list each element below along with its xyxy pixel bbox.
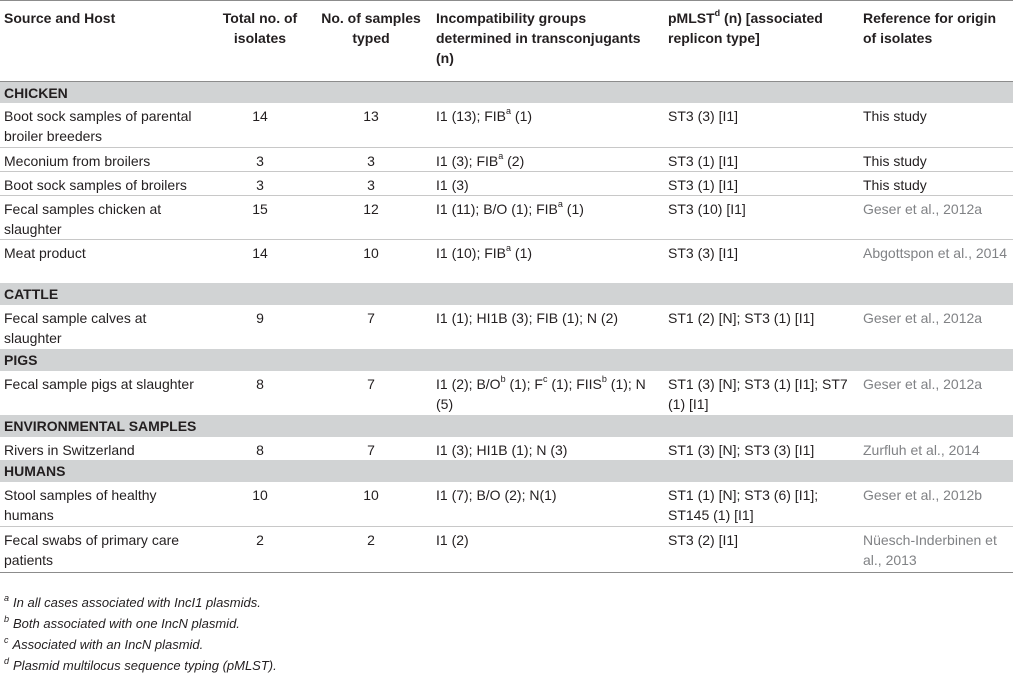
cell-pmlst: ST3 (3) [I1] — [664, 103, 859, 147]
header-source: Source and Host — [0, 1, 210, 81]
table-row — [0, 147, 1013, 171]
cell-source: Rivers in Switzerland — [4, 442, 135, 458]
cell-ref: Geser et al., 2012b — [859, 482, 1013, 526]
cell-samples: 12 — [310, 195, 432, 239]
header-pmlst — [664, 1, 859, 81]
table-row — [0, 437, 1013, 460]
cell-inc-a: I1 (3); FIB — [436, 152, 499, 169]
section-label: HUMANS — [0, 460, 1013, 482]
cell-ref: This study — [859, 147, 1013, 171]
cell-total: 14 — [210, 103, 310, 147]
cell-ref: Geser et al., 2012a — [863, 310, 983, 326]
cell-source: Boot sock samples of parental broiler breeders — [0, 103, 210, 147]
section-label: CHICKEN — [0, 81, 1013, 103]
cell-samples: 3 — [310, 147, 432, 171]
cell-pmlst: ST3 (10) [I1] — [664, 195, 859, 239]
cell-inc-sup: a — [506, 242, 512, 253]
cell-inc — [432, 147, 664, 171]
footnote-c — [4, 634, 1004, 655]
cell-source: Boot sock samples of broilers — [0, 171, 210, 195]
cell-inc-sup: c — [542, 374, 548, 385]
cell-pmlst: ST3 (1) [I1] — [664, 147, 859, 171]
cell-inc-4: (1); N (5) — [436, 376, 646, 412]
cell-pmlst: ST3 (1) [I1] — [664, 171, 859, 195]
cell-inc: I1 (7); B/O (2); N(1) — [432, 482, 664, 526]
cell-samples: 7 — [367, 376, 375, 392]
cell-inc-sup: a — [498, 150, 504, 161]
header-samples: No. of samples typed — [310, 1, 432, 81]
cell-inc: I1 (1); HI1B (3); FIB (1); N (2) — [436, 310, 619, 326]
table-row — [0, 195, 1013, 239]
cell-ref: Nüesch-Inderbinen et al., 2013 — [859, 526, 1013, 572]
table-row — [0, 526, 1013, 572]
section-pigs — [0, 349, 1013, 371]
cell-ref: Abgottspon et al., 2014 — [863, 244, 1007, 261]
footnote-text: In all cases associated with IncI1 plasmids. — [13, 595, 261, 610]
footnote-a — [4, 592, 1004, 613]
cell-inc-sup: b — [601, 374, 607, 385]
cell-samples: 13 — [310, 103, 432, 147]
cell-total: 15 — [210, 195, 310, 239]
cell-total: 8 — [256, 376, 264, 392]
cell-pmlst: ST1 (3) [N]; ST3 (1) [I1]; ST7 (1) [I1] — [668, 376, 848, 412]
header-ref: Reference for origin of isolates — [859, 1, 1013, 81]
section-env — [0, 415, 1013, 437]
cell-inc: I1 (3); HI1B (1); N (3) — [436, 442, 568, 458]
cell-inc-b: (1) — [511, 108, 533, 124]
cell-inc-b: (1) — [562, 200, 584, 217]
cell-pmlst: ST3 (3) [I1] — [668, 244, 739, 261]
cell-inc-a: I1 (11); B/O (1); FIB — [436, 200, 558, 217]
cell-inc-3: (1); FIIS — [547, 376, 602, 392]
section-cattle — [0, 283, 1013, 305]
cell-inc — [432, 103, 664, 147]
footnote-b — [4, 613, 1004, 634]
cell-total: 9 — [256, 310, 264, 326]
cell-samples: 10 — [310, 482, 432, 526]
cell-ref: Geser et al., 2012a — [859, 195, 1013, 239]
cell-total: 14 — [252, 244, 268, 261]
section-label: ENVIRONMENTAL SAMPLES — [0, 415, 1013, 437]
cell-source: Fecal sample calves at slaughter — [4, 310, 147, 346]
header-inc: Incompatibility groups determined in transconjugants (n) — [432, 1, 664, 81]
table-row — [0, 103, 1013, 147]
cell-source: Fecal sample pigs at slaughter — [4, 376, 194, 392]
cell-total: 3 — [210, 147, 310, 171]
cell-pmlst: ST3 (2) [I1] — [664, 526, 859, 572]
footnote-mark: c — [4, 634, 9, 645]
cell-inc — [432, 371, 664, 415]
header-pmlst-post: (n) [associated replicon type] — [668, 10, 823, 46]
cell-source: Stool samples of healthy humans — [0, 482, 210, 526]
footnote-text: Plasmid multilocus sequence typing (pMLST). — [13, 658, 277, 673]
cell-total: 3 — [210, 171, 310, 195]
header-pmlst-sup: d — [714, 8, 721, 19]
table-row — [0, 482, 1013, 526]
cell-ref: Geser et al., 2012a — [863, 376, 983, 392]
table-row — [0, 239, 1013, 283]
header-row — [0, 1, 1013, 81]
cell-total: 8 — [256, 442, 264, 458]
cell-inc-sup: b — [500, 374, 506, 385]
cell-inc-b: (2) — [503, 152, 525, 169]
cell-pmlst: ST1 (3) [N]; ST3 (3) [I1] — [668, 442, 815, 458]
cell-samples: 3 — [310, 171, 432, 195]
footnote-d — [4, 655, 1004, 676]
cell-pmlst: ST1 (1) [N]; ST3 (6) [I1]; ST145 (1) [I1] — [664, 482, 859, 526]
cell-inc-sup: a — [506, 106, 512, 117]
cell-inc: I1 (2) — [432, 526, 664, 572]
footnote-mark: d — [4, 655, 10, 666]
cell-pmlst: ST1 (2) [N]; ST3 (1) [I1] — [668, 310, 815, 326]
section-chicken — [0, 81, 1013, 103]
cell-total: 2 — [210, 526, 310, 572]
header-pmlst-pre: pMLST — [668, 10, 715, 26]
cell-source: Meconium from broilers — [0, 147, 210, 171]
footnote-mark: a — [4, 592, 10, 603]
table-row — [0, 305, 1013, 349]
cell-source: Fecal samples chicken at slaughter — [0, 195, 210, 239]
cell-ref: This study — [859, 171, 1013, 195]
cell-ref: This study — [859, 103, 1013, 147]
cell-inc: I1 (3) — [432, 171, 664, 195]
cell-inc — [432, 195, 664, 239]
cell-samples: 10 — [363, 244, 379, 261]
cell-source: Fecal swabs of primary care patients — [0, 526, 210, 572]
footnote-text: Associated with an IncN plasmid. — [12, 637, 204, 652]
cell-inc-a: I1 (10); FIB — [436, 244, 507, 261]
header-total: Total no. of isolates — [210, 1, 310, 81]
cell-inc — [432, 239, 664, 283]
footnote-mark: b — [4, 613, 10, 624]
cell-source: Meat product — [4, 244, 86, 261]
data-table — [0, 1, 1013, 573]
section-label: CATTLE — [0, 283, 1013, 305]
cell-total: 10 — [210, 482, 310, 526]
section-humans — [0, 460, 1013, 482]
cell-samples: 7 — [367, 310, 375, 326]
footnotes — [4, 592, 1004, 676]
table-row — [0, 171, 1013, 195]
table-row — [0, 371, 1013, 415]
section-label: PIGS — [0, 349, 1013, 371]
cell-inc-2: (1); F — [505, 376, 543, 392]
cell-inc-b: (1) — [511, 244, 533, 261]
cell-inc-a: I1 (13); FIB — [436, 108, 507, 124]
cell-inc-sup: a — [557, 198, 563, 209]
cell-ref: Zurfluh et al., 2014 — [863, 442, 980, 458]
cell-inc-1: I1 (2); B/O — [436, 376, 501, 392]
footnote-text: Both associated with one IncN plasmid. — [13, 616, 240, 631]
cell-samples: 7 — [367, 442, 375, 458]
cell-samples: 2 — [310, 526, 432, 572]
